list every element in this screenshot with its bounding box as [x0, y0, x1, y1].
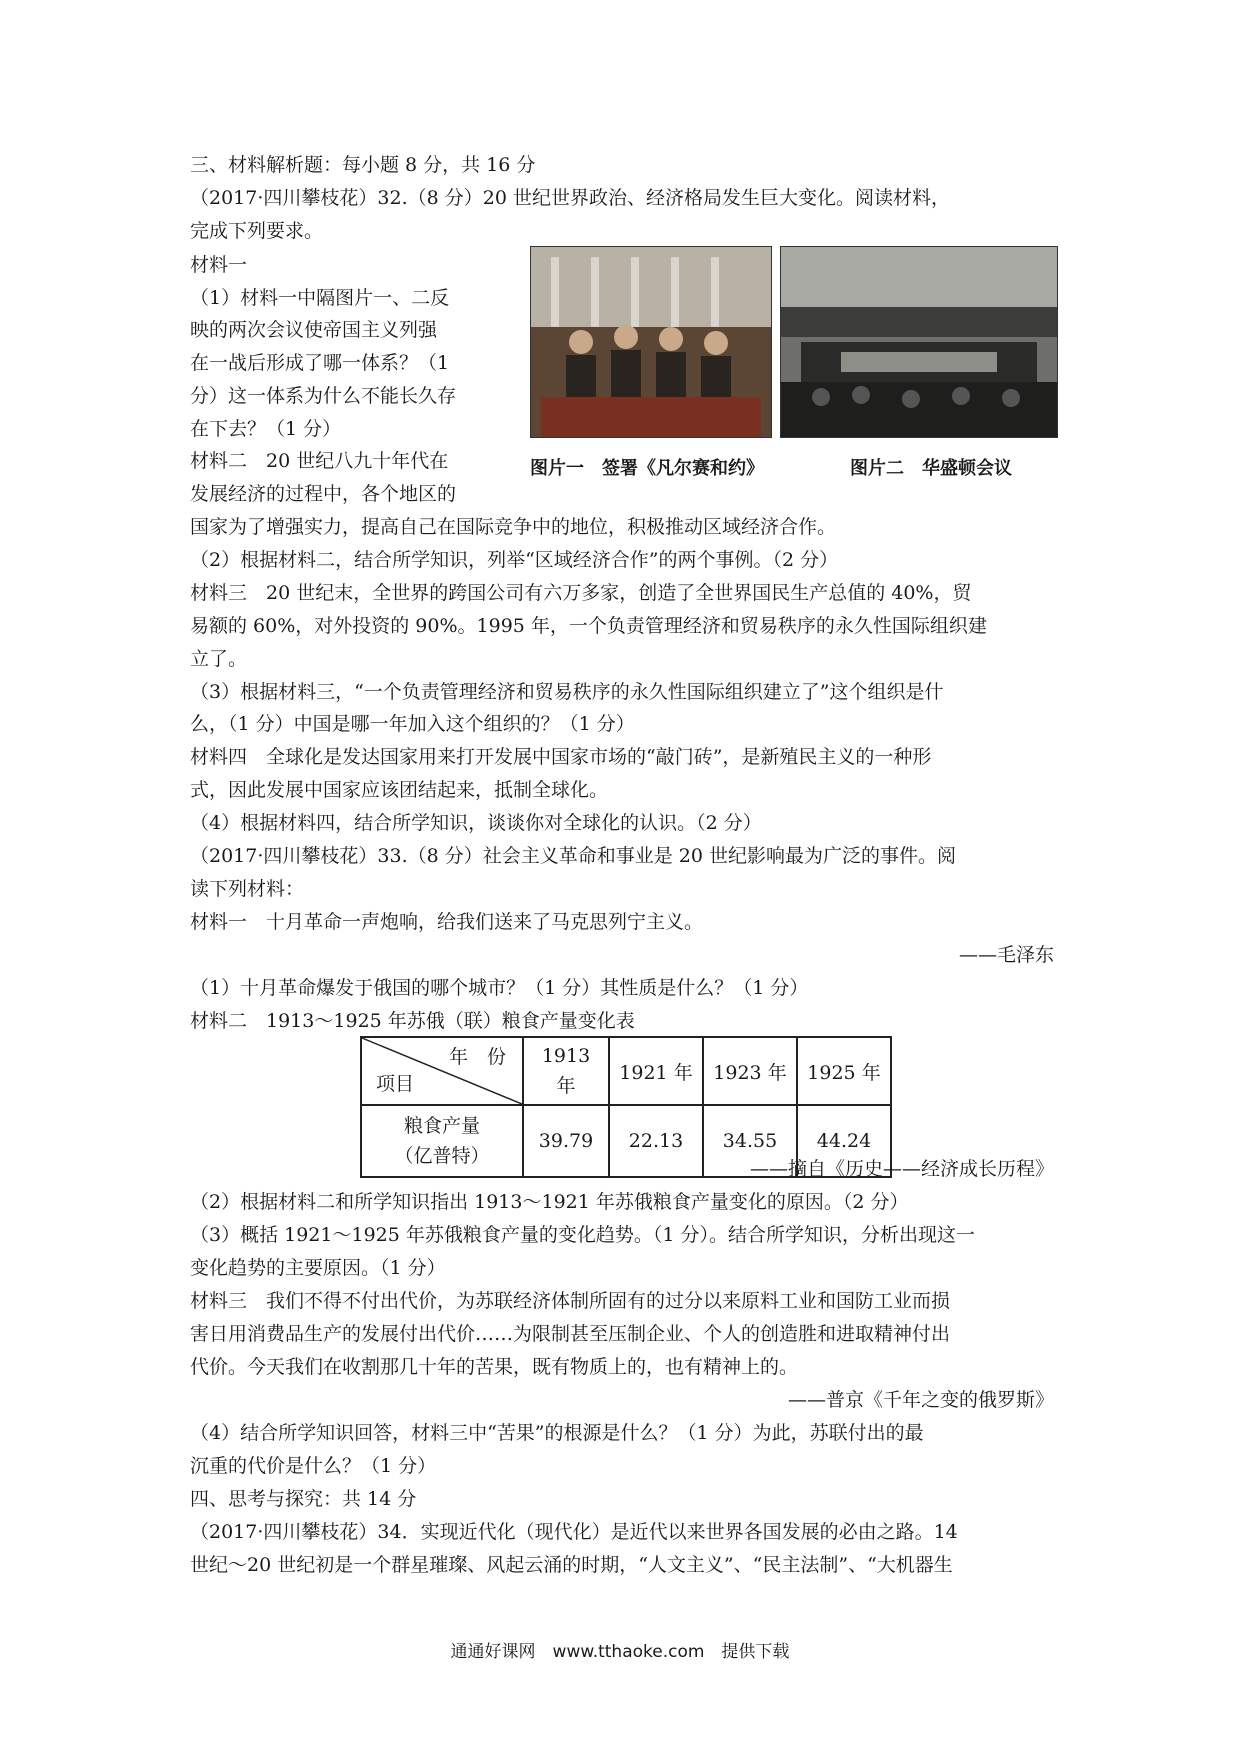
q33-material2-source: ——摘自《历史——经济成长历程》: [749, 1158, 1054, 1180]
q32-material4-line2: 式，因此发展中国家应该团结起来，抵制全球化。: [190, 779, 609, 801]
q33-material3-source: ——普京《千年之变的俄罗斯》: [787, 1389, 1054, 1411]
table-year-1921: 1921 年: [609, 1037, 703, 1105]
q33-q4-line2: 沉重的代价是什么？（1 分）: [190, 1455, 437, 1477]
q33-material3-line3: 代价。今天我们在收割那几十年的苦果，既有物质上的，也有精神上的。: [190, 1356, 799, 1378]
q32-intro-line1: （2017·四川攀枝花）32.（8 分）20 世纪世界政治、经济格局发生巨大变化。阅读材料，: [190, 187, 950, 209]
q32-material2-line3: 国家为了增强实力，提高自己在国际竞争中的地位，积极推动区域经济合作。: [190, 516, 837, 538]
q33-material1-source: ——毛泽东: [958, 944, 1054, 966]
q32-material2-line1: 材料二 20 世纪八九十年代在: [190, 450, 449, 472]
q32-material1-label: 材料一: [190, 254, 248, 276]
washington-conference-photo: [780, 246, 1058, 438]
table-row-label: 粮食产量 （亿普特）: [361, 1105, 523, 1177]
q33-material3-line2: 害日用消费品生产的发展付出代价……为限制甚至压制企业、个人的创造胜和进取精神付出: [190, 1323, 951, 1345]
q33-intro-line2: 读下列材料：: [190, 878, 305, 900]
q32-q2: （2）根据材料二，结合所学知识，列举“区域经济合作”的两个事例。（2 分）: [190, 549, 839, 571]
q32-q1-line3: 在一战后形成了哪一体系？（1: [190, 352, 450, 374]
q32-q3-line1: （3）根据材料三，“一个负责管理经济和贸易秩序的永久性国际组织建立了”这个组织是什: [190, 681, 944, 703]
table-value-1925: 44.24: [797, 1105, 891, 1177]
q33-q2: （2）根据材料二和所学知识指出 1913～1921 年苏俄粮食产量变化的原因。（2 分）: [190, 1191, 909, 1213]
q33-q3-line1: （3）概括 1921～1925 年苏俄粮食产量的变化趋势。（1 分）。结合所学知识，分析出现这一: [190, 1224, 976, 1246]
q32-material2-line2: 发展经济的过程中，各个地区的: [190, 483, 457, 505]
photo1-caption: 图片一 签署《凡尔赛和约》: [530, 458, 764, 479]
versailles-treaty-photo: [530, 246, 772, 438]
q34-intro-line1: （2017·四川攀枝花）34．实现近代化（现代化）是近代以来世界各国发展的必由之路。14: [190, 1521, 958, 1543]
table-year-1925: 1925 年: [797, 1037, 891, 1105]
q33-q1: （1）十月革命爆发于俄国的哪个城市？（1 分）其性质是什么？（1 分）: [190, 977, 809, 999]
table-value-1923: 34.55: [703, 1105, 797, 1177]
q32-q1-line4: 分）这一体系为什么不能长久存: [190, 385, 457, 407]
q32-q4: （4）根据材料四，结合所学知识，谈谈你对全球化的认识。（2 分）: [190, 812, 762, 834]
table-value-1921: 22.13: [609, 1105, 703, 1177]
q34-intro-line2: 世纪～20 世纪初是一个群星璀璨、风起云涌的时期，“人文主义”、“民主法制”、“大机器生: [190, 1554, 953, 1576]
photo2-caption: 图片二 华盛顿会议: [850, 458, 1012, 479]
section4-heading: 四、思考与探究：共 14 分: [190, 1488, 417, 1510]
table-year-1913: 1913 年: [523, 1037, 609, 1105]
q32-q1-line1: （1）材料一中隔图片一、二反: [190, 287, 450, 309]
q33-material2-title: 材料二 1913～1925 年苏俄（联）粮食产量变化表: [190, 1010, 635, 1032]
q33-material3-line1: 材料三 我们不得不付出代价，为苏联经济体制所固有的过分以来原料工业和国防工业而损: [190, 1290, 951, 1312]
page-footer: 通通好课网 www.tthaoke.com 提供下载: [450, 1642, 790, 1662]
q32-q3-line2: 么，（1 分）中国是哪一年加入这个组织的？（1 分）: [190, 713, 635, 735]
q33-intro-line1: （2017·四川攀枝花）33.（8 分）社会主义革命和事业是 20 世纪影响最为广泛的事件。阅: [190, 845, 956, 867]
table-year-1923: 1923 年: [703, 1037, 797, 1105]
table-header-row: [361, 1037, 891, 1105]
table-corner-cell: [361, 1037, 523, 1105]
table-header-year: 年 份: [448, 1046, 506, 1068]
q33-material1: 材料一 十月革命一声炮响，给我们送来了马克思列宁主义。: [190, 911, 704, 933]
table-value-1913: 39.79: [523, 1105, 609, 1177]
q32-material3-line2: 易额的 60%，对外投资的 90%。1995 年，一个负责管理经济和贸易秩序的永久性国际组织建: [190, 615, 987, 637]
q32-q1-line5: 在下去？（1 分）: [190, 418, 342, 440]
q33-q3-line2: 变化趋势的主要原因。（1 分）: [190, 1257, 446, 1279]
section3-heading: 三、材料解析题：每小题 8 分，共 16 分: [190, 154, 536, 176]
q32-material3-line1: 材料三 20 世纪末，全世界的跨国公司有六万多家，创造了全世界国民生产总值的 40%，贸: [190, 582, 972, 604]
table-header-item: 项目: [376, 1073, 415, 1095]
q33-q4-line1: （4）结合所学知识回答，材料三中“苦果”的根源是什么？（1 分）为此，苏联付出的最: [190, 1422, 924, 1444]
q32-q1-line2: 映的两次会议使帝国主义列强: [190, 319, 438, 341]
q32-material4-line1: 材料四 全球化是发达国家用来打开发展中国家市场的“敲门砖”，是新殖民主义的一种形: [190, 746, 932, 768]
q32-intro-line2: 完成下列要求。: [190, 220, 324, 242]
q32-material3-line3: 立了。: [190, 648, 248, 670]
